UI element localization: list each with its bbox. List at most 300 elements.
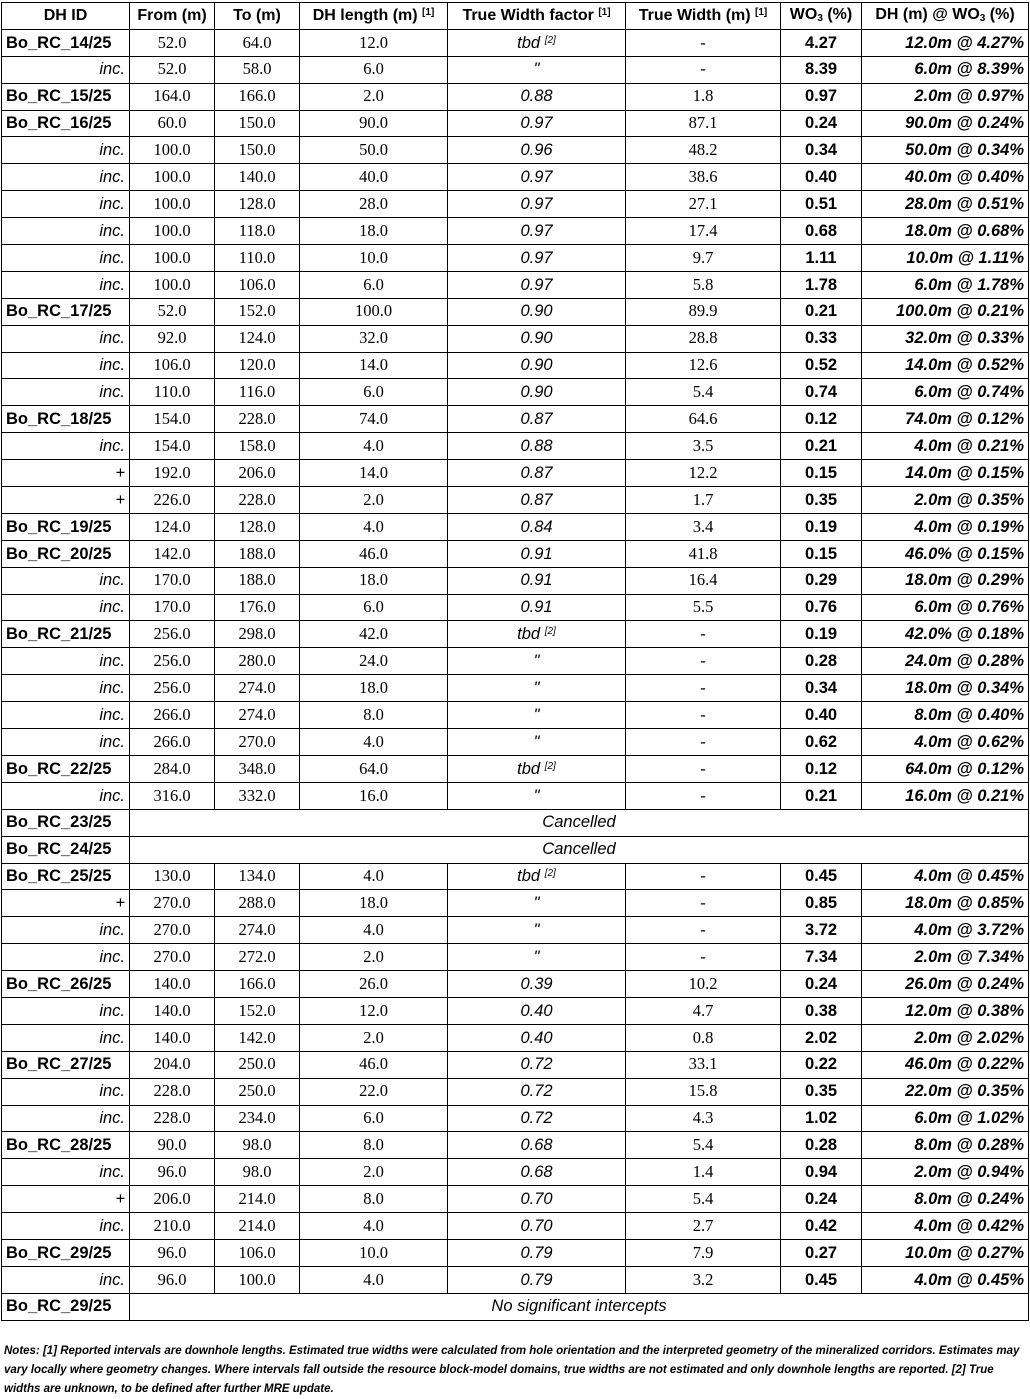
true-width-factor-cell	[448, 675, 626, 702]
from-cell: 206.0	[130, 1186, 215, 1213]
intercept-summary-cell: 2.0m @ 0.94%	[862, 1159, 1029, 1186]
true-width-factor-cell	[448, 755, 626, 782]
true-width-factor-value: 0.87	[520, 490, 553, 509]
table-row	[2, 406, 1029, 433]
intercept-summary-cell: 4.0m @ 0.19%	[862, 513, 1029, 540]
true-width-cell: 28.8	[626, 325, 781, 352]
true-width-factor-cell	[448, 298, 626, 325]
wo3-grade-cell: 0.40	[781, 164, 862, 191]
dh-length-cell: 50.0	[300, 137, 448, 164]
dh-length-cell: 16.0	[300, 782, 448, 809]
true-width-factor-value: 0.70	[520, 1189, 553, 1208]
table-row	[2, 890, 1029, 917]
dh-length-cell: 8.0	[300, 702, 448, 729]
table-row	[2, 271, 1029, 298]
footnote-ref: [2]	[544, 34, 556, 46]
intercept-summary-cell: 8.0m @ 0.40%	[862, 702, 1029, 729]
intercept-summary-cell: 8.0m @ 0.24%	[862, 1186, 1029, 1213]
true-width-factor-cell	[448, 271, 626, 298]
true-width-factor-value: 0.40	[520, 1028, 553, 1047]
true-width-cell: 27.1	[626, 191, 781, 218]
wo3-grade-cell: 0.21	[781, 433, 862, 460]
true-width-cell: 89.9	[626, 298, 781, 325]
table-row	[2, 56, 1029, 83]
intercept-summary-cell: 18.0m @ 0.85%	[862, 890, 1029, 917]
table-row	[2, 729, 1029, 756]
to-cell: 142.0	[215, 1024, 300, 1051]
interval-marker-cell: inc.	[2, 944, 130, 971]
from-cell: 284.0	[130, 755, 215, 782]
true-width-factor-value: "	[533, 732, 540, 751]
header-dh-id: DH ID	[2, 3, 130, 30]
true-width-factor-cell	[448, 406, 626, 433]
from-cell: 100.0	[130, 164, 215, 191]
dh-length-cell: 18.0	[300, 567, 448, 594]
header-intercept-summary: DH (m) @ $WO_3$ (%)	[862, 3, 1029, 30]
dh-length-cell: 12.0	[300, 997, 448, 1024]
to-cell: 140.0	[215, 164, 300, 191]
true-width-cell: -	[626, 729, 781, 756]
to-cell: 214.0	[215, 1213, 300, 1240]
intercept-summary-cell: 8.0m @ 0.28%	[862, 1132, 1029, 1159]
wo3-grade-cell: 0.12	[781, 755, 862, 782]
interval-marker-cell: +	[2, 487, 130, 514]
dh-length-cell: 4.0	[300, 1266, 448, 1293]
true-width-factor-cell	[448, 1105, 626, 1132]
from-cell: 170.0	[130, 567, 215, 594]
table-row	[2, 29, 1029, 56]
table-row	[2, 164, 1029, 191]
to-cell: 116.0	[215, 379, 300, 406]
intercept-summary-cell: 26.0m @ 0.24%	[862, 971, 1029, 998]
true-width-factor-value: tbd	[517, 867, 541, 886]
interval-marker-cell: inc.	[2, 1159, 130, 1186]
dh-length-cell: 64.0	[300, 755, 448, 782]
footnote-ref: [2]	[544, 760, 556, 772]
hole-id-cell: Bo_RC_14/25	[2, 29, 130, 56]
intercept-summary-cell: 64.0m @ 0.12%	[862, 755, 1029, 782]
to-cell: 98.0	[215, 1132, 300, 1159]
interval-marker-cell: inc.	[2, 648, 130, 675]
intercept-summary-cell: 90.0m @ 0.24%	[862, 110, 1029, 137]
table-row	[2, 1213, 1029, 1240]
intercept-summary-cell: 32.0m @ 0.33%	[862, 325, 1029, 352]
header-true-width: True Width (m) [1]	[626, 3, 781, 30]
intercept-summary-cell: 4.0m @ 0.45%	[862, 863, 1029, 890]
true-width-cell: 16.4	[626, 567, 781, 594]
from-cell: 192.0	[130, 460, 215, 487]
wo3-grade-cell: 0.97	[781, 83, 862, 110]
from-cell: 270.0	[130, 944, 215, 971]
table-body	[2, 29, 1029, 1320]
drill-results-table	[1, 2, 1029, 1321]
true-width-factor-cell	[448, 1213, 626, 1240]
dh-length-cell: 40.0	[300, 164, 448, 191]
wo3-grade-cell: 3.72	[781, 917, 862, 944]
true-width-cell: 38.6	[626, 164, 781, 191]
wo3-grade-cell: 0.24	[781, 1186, 862, 1213]
table-row	[2, 621, 1029, 648]
true-width-factor-value: 0.68	[520, 1136, 553, 1155]
hole-id-cell: Bo_RC_27/25	[2, 1051, 130, 1078]
table-row	[2, 1051, 1029, 1078]
dh-length-cell: 12.0	[300, 29, 448, 56]
true-width-factor-cell	[448, 567, 626, 594]
to-cell: 124.0	[215, 325, 300, 352]
true-width-cell: 48.2	[626, 137, 781, 164]
wo3-grade-cell: 0.33	[781, 325, 862, 352]
true-width-factor-value: 0.97	[520, 114, 553, 133]
from-cell: 130.0	[130, 863, 215, 890]
to-cell: 150.0	[215, 137, 300, 164]
true-width-factor-value: 0.90	[520, 329, 553, 348]
interval-marker-cell: inc.	[2, 1024, 130, 1051]
dh-length-cell: 4.0	[300, 433, 448, 460]
wo3-grade-cell: 2.02	[781, 1024, 862, 1051]
table-row	[2, 971, 1029, 998]
dh-length-cell: 90.0	[300, 110, 448, 137]
dh-length-cell: 4.0	[300, 917, 448, 944]
true-width-factor-cell	[448, 540, 626, 567]
hole-id-cell: Bo_RC_20/25	[2, 540, 130, 567]
from-cell: 92.0	[130, 325, 215, 352]
to-cell: 64.0	[215, 29, 300, 56]
true-width-factor-cell	[448, 648, 626, 675]
dh-length-cell: 10.0	[300, 1239, 448, 1266]
wo3-grade-cell: 0.68	[781, 218, 862, 245]
to-cell: 134.0	[215, 863, 300, 890]
header-to: To (m)	[215, 3, 300, 30]
from-cell: 96.0	[130, 1239, 215, 1266]
true-width-factor-value: "	[533, 60, 540, 79]
dh-length-cell: 32.0	[300, 325, 448, 352]
from-cell: 52.0	[130, 298, 215, 325]
intercept-summary-cell: 2.0m @ 0.97%	[862, 83, 1029, 110]
table-row	[2, 944, 1029, 971]
hole-id-cell: Bo_RC_21/25	[2, 621, 130, 648]
intercept-summary-cell: 10.0m @ 1.11%	[862, 245, 1029, 272]
from-cell: 266.0	[130, 702, 215, 729]
hole-id-cell: Bo_RC_19/25	[2, 513, 130, 540]
dh-length-cell: 46.0	[300, 1051, 448, 1078]
true-width-factor-value: 0.90	[520, 356, 553, 375]
table-row	[2, 325, 1029, 352]
to-cell: 250.0	[215, 1051, 300, 1078]
true-width-factor-value: 0.90	[520, 302, 553, 321]
header-from: From (m)	[130, 3, 215, 30]
true-width-factor-cell	[448, 137, 626, 164]
table-row	[2, 863, 1029, 890]
true-width-cell: 87.1	[626, 110, 781, 137]
from-cell: 226.0	[130, 487, 215, 514]
wo3-grade-cell: 0.51	[781, 191, 862, 218]
from-cell: 90.0	[130, 1132, 215, 1159]
true-width-factor-value: 0.88	[520, 87, 553, 106]
interval-marker-cell: +	[2, 1186, 130, 1213]
status-cell: Cancelled	[130, 836, 1029, 863]
true-width-factor-value: 0.72	[520, 1055, 553, 1074]
table-row	[2, 137, 1029, 164]
hole-id-cell: Bo_RC_29/25	[2, 1239, 130, 1266]
table-row	[2, 702, 1029, 729]
wo3-grade-cell: 0.28	[781, 1132, 862, 1159]
to-cell: 152.0	[215, 298, 300, 325]
true-width-cell: -	[626, 675, 781, 702]
intercept-summary-cell: 4.0m @ 0.62%	[862, 729, 1029, 756]
table-row	[2, 433, 1029, 460]
table-row	[2, 218, 1029, 245]
true-width-cell: -	[626, 890, 781, 917]
true-width-factor-cell	[448, 702, 626, 729]
true-width-factor-cell	[448, 29, 626, 56]
table-row	[2, 1186, 1029, 1213]
wo3-grade-cell: 0.85	[781, 890, 862, 917]
intercept-summary-cell: 2.0m @ 2.02%	[862, 1024, 1029, 1051]
wo3-grade-cell: 0.42	[781, 1213, 862, 1240]
wo3-grade-cell: 1.02	[781, 1105, 862, 1132]
wo3-grade-cell: 0.94	[781, 1159, 862, 1186]
true-width-cell: 7.9	[626, 1239, 781, 1266]
to-cell: 214.0	[215, 1186, 300, 1213]
intercept-summary-cell: 6.0m @ 0.74%	[862, 379, 1029, 406]
true-width-factor-value: 0.97	[520, 168, 553, 187]
table-row	[2, 513, 1029, 540]
intercept-summary-cell: 2.0m @ 7.34%	[862, 944, 1029, 971]
footnote-ref: [2]	[544, 868, 556, 880]
interval-marker-cell: inc.	[2, 433, 130, 460]
intercept-summary-cell: 14.0m @ 0.52%	[862, 352, 1029, 379]
true-width-factor-value: 0.72	[520, 1082, 553, 1101]
intercept-summary-cell: 74.0m @ 0.12%	[862, 406, 1029, 433]
interval-marker-cell: inc.	[2, 917, 130, 944]
true-width-factor-value: 0.96	[520, 141, 553, 160]
wo3-grade-cell: 0.22	[781, 1051, 862, 1078]
true-width-factor-value: "	[533, 678, 540, 697]
true-width-factor-value: 0.90	[520, 383, 553, 402]
interval-marker-cell: inc.	[2, 137, 130, 164]
hole-id-cell: Bo_RC_29/25	[2, 1293, 130, 1320]
interval-marker-cell: inc.	[2, 567, 130, 594]
wo3-grade-cell: 1.78	[781, 271, 862, 298]
to-cell: 228.0	[215, 406, 300, 433]
intercept-summary-cell: 24.0m @ 0.28%	[862, 648, 1029, 675]
wo3-grade-cell: 0.21	[781, 782, 862, 809]
table-row	[2, 298, 1029, 325]
from-cell: 60.0	[130, 110, 215, 137]
hole-id-cell: Bo_RC_15/25	[2, 83, 130, 110]
wo3-grade-cell: 0.27	[781, 1239, 862, 1266]
to-cell: 274.0	[215, 675, 300, 702]
to-cell: 228.0	[215, 487, 300, 514]
interval-marker-cell: inc.	[2, 1266, 130, 1293]
wo3-grade-cell: 0.24	[781, 110, 862, 137]
from-cell: 124.0	[130, 513, 215, 540]
true-width-factor-value: 0.84	[520, 517, 553, 536]
from-cell: 256.0	[130, 621, 215, 648]
intercept-summary-cell: 100.0m @ 0.21%	[862, 298, 1029, 325]
wo3-grade-cell: 0.15	[781, 460, 862, 487]
intercept-summary-cell: 4.0m @ 0.45%	[862, 1266, 1029, 1293]
interval-marker-cell: inc.	[2, 594, 130, 621]
header-dh-length: DH length (m) [1]	[300, 3, 448, 30]
true-width-factor-value: 0.79	[520, 1270, 553, 1289]
to-cell: 166.0	[215, 83, 300, 110]
hole-id-cell: Bo_RC_17/25	[2, 298, 130, 325]
dh-length-cell: 18.0	[300, 675, 448, 702]
true-width-factor-cell	[448, 325, 626, 352]
footnote-ref: [2]	[544, 626, 556, 638]
wo3-grade-cell: 0.76	[781, 594, 862, 621]
true-width-factor-value: 0.97	[520, 221, 553, 240]
status-cell: Cancelled	[130, 809, 1029, 836]
true-width-factor-value: 0.72	[520, 1109, 553, 1128]
dh-length-cell: 8.0	[300, 1186, 448, 1213]
true-width-cell: 5.5	[626, 594, 781, 621]
intercept-summary-cell: 6.0m @ 8.39%	[862, 56, 1029, 83]
true-width-factor-cell	[448, 1186, 626, 1213]
true-width-factor-cell	[448, 191, 626, 218]
wo3-grade-cell: 0.62	[781, 729, 862, 756]
from-cell: 228.0	[130, 1105, 215, 1132]
true-width-cell: -	[626, 782, 781, 809]
true-width-factor-cell	[448, 379, 626, 406]
to-cell: 58.0	[215, 56, 300, 83]
interval-marker-cell: inc.	[2, 56, 130, 83]
interval-marker-cell: inc.	[2, 702, 130, 729]
hole-id-cell: Bo_RC_26/25	[2, 971, 130, 998]
table-row	[2, 997, 1029, 1024]
true-width-factor-value: 0.79	[520, 1243, 553, 1262]
intercept-summary-cell: 46.0% @ 0.15%	[862, 540, 1029, 567]
true-width-cell: 5.4	[626, 379, 781, 406]
from-cell: 256.0	[130, 675, 215, 702]
true-width-factor-value: 0.40	[520, 1001, 553, 1020]
dh-length-cell: 18.0	[300, 218, 448, 245]
interval-marker-cell: inc.	[2, 191, 130, 218]
to-cell: 106.0	[215, 1239, 300, 1266]
from-cell: 266.0	[130, 729, 215, 756]
dh-length-cell: 42.0	[300, 621, 448, 648]
interval-marker-cell: inc.	[2, 271, 130, 298]
wo3-grade-cell: 0.15	[781, 540, 862, 567]
wo3-grade-cell: 0.40	[781, 702, 862, 729]
intercept-summary-cell: 4.0m @ 0.21%	[862, 433, 1029, 460]
wo3-grade-cell: 1.11	[781, 245, 862, 272]
true-width-cell: 64.6	[626, 406, 781, 433]
wo3-grade-cell: 7.34	[781, 944, 862, 971]
interval-marker-cell: inc.	[2, 352, 130, 379]
from-cell: 256.0	[130, 648, 215, 675]
table-row	[2, 1159, 1029, 1186]
true-width-factor-cell	[448, 352, 626, 379]
table-row	[2, 110, 1029, 137]
true-width-cell: 0.8	[626, 1024, 781, 1051]
dh-length-cell: 2.0	[300, 487, 448, 514]
table-row	[2, 809, 1029, 836]
dh-length-cell: 28.0	[300, 191, 448, 218]
to-cell: 166.0	[215, 971, 300, 998]
wo3-grade-cell: 0.28	[781, 648, 862, 675]
to-cell: 270.0	[215, 729, 300, 756]
wo3-grade-cell: 4.27	[781, 29, 862, 56]
intercept-summary-cell: 50.0m @ 0.34%	[862, 137, 1029, 164]
true-width-cell: 15.8	[626, 1078, 781, 1105]
table-row	[2, 1293, 1029, 1320]
intercept-summary-cell: 40.0m @ 0.40%	[862, 164, 1029, 191]
true-width-factor-cell	[448, 1159, 626, 1186]
dh-length-cell: 4.0	[300, 1213, 448, 1240]
wo3-grade-cell: 8.39	[781, 56, 862, 83]
hole-id-cell: Bo_RC_18/25	[2, 406, 130, 433]
to-cell: 280.0	[215, 648, 300, 675]
interval-marker-cell: +	[2, 890, 130, 917]
true-width-factor-cell	[448, 1024, 626, 1051]
interval-marker-cell: +	[2, 460, 130, 487]
table-row	[2, 83, 1029, 110]
true-width-factor-cell	[448, 164, 626, 191]
hole-id-cell: Bo_RC_28/25	[2, 1132, 130, 1159]
dh-length-cell: 18.0	[300, 890, 448, 917]
from-cell: 204.0	[130, 1051, 215, 1078]
true-width-factor-cell	[448, 971, 626, 998]
from-cell: 140.0	[130, 997, 215, 1024]
dh-length-cell: 46.0	[300, 540, 448, 567]
true-width-cell: 2.7	[626, 1213, 781, 1240]
true-width-factor-value: 0.97	[520, 275, 553, 294]
table-row	[2, 1105, 1029, 1132]
true-width-factor-value: "	[533, 652, 540, 671]
from-cell: 228.0	[130, 1078, 215, 1105]
intercept-summary-cell: 12.0m @ 0.38%	[862, 997, 1029, 1024]
true-width-factor-cell	[448, 1239, 626, 1266]
true-width-cell: -	[626, 702, 781, 729]
dh-length-cell: 4.0	[300, 863, 448, 890]
dh-length-cell: 2.0	[300, 1024, 448, 1051]
from-cell: 52.0	[130, 29, 215, 56]
to-cell: 188.0	[215, 567, 300, 594]
table-row	[2, 379, 1029, 406]
true-width-factor-value: tbd	[517, 33, 541, 52]
table-row	[2, 675, 1029, 702]
interval-marker-cell: inc.	[2, 997, 130, 1024]
to-cell: 274.0	[215, 702, 300, 729]
to-cell: 106.0	[215, 271, 300, 298]
wo3-grade-cell: 0.45	[781, 863, 862, 890]
table-row	[2, 782, 1029, 809]
dh-length-cell: 74.0	[300, 406, 448, 433]
true-width-factor-value: 0.91	[520, 571, 553, 590]
to-cell: 152.0	[215, 997, 300, 1024]
true-width-cell: 1.7	[626, 487, 781, 514]
from-cell: 270.0	[130, 917, 215, 944]
to-cell: 120.0	[215, 352, 300, 379]
to-cell: 288.0	[215, 890, 300, 917]
dh-length-cell: 10.0	[300, 245, 448, 272]
from-cell: 142.0	[130, 540, 215, 567]
dh-length-cell: 6.0	[300, 1105, 448, 1132]
dh-length-cell: 8.0	[300, 1132, 448, 1159]
to-cell: 118.0	[215, 218, 300, 245]
true-width-factor-cell	[448, 594, 626, 621]
from-cell: 140.0	[130, 971, 215, 998]
true-width-factor-value: "	[533, 894, 540, 913]
wo3-grade-cell: 0.19	[781, 513, 862, 540]
true-width-factor-cell	[448, 245, 626, 272]
dh-length-cell: 4.0	[300, 729, 448, 756]
interval-marker-cell: inc.	[2, 245, 130, 272]
intercept-summary-cell: 4.0m @ 3.72%	[862, 917, 1029, 944]
true-width-cell: 4.7	[626, 997, 781, 1024]
